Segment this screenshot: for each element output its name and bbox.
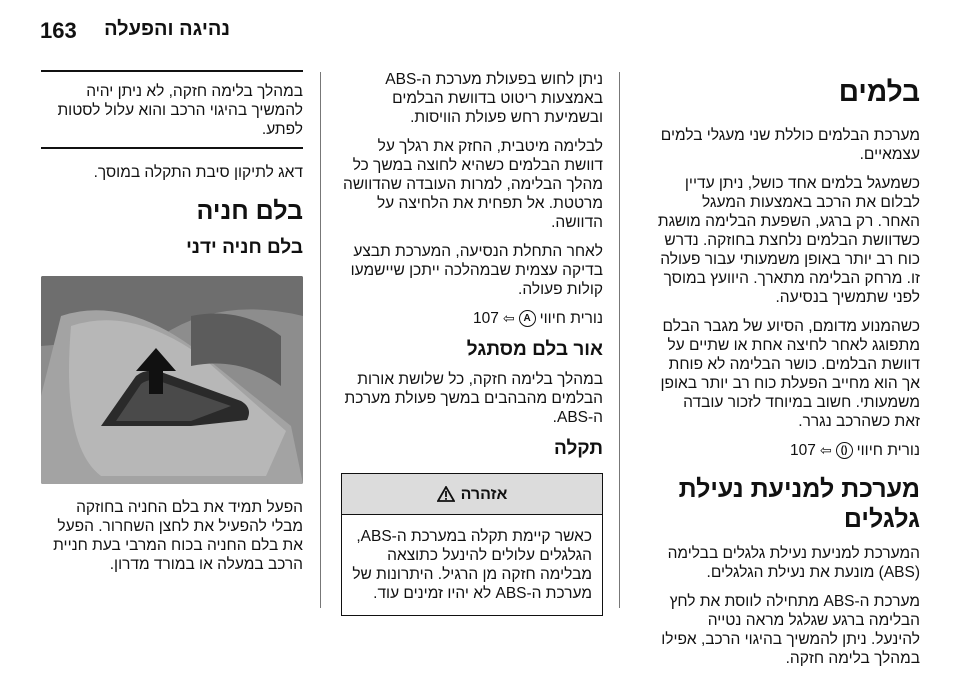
adaptive-brake-light-title: אור בלם מסתגל: [466, 339, 603, 360]
abs-title: מערכת למניעת נעילת גלגלים: [678, 475, 920, 533]
fault-title: תקלה: [553, 438, 603, 459]
brake-warning-light-icon: (): [836, 442, 853, 459]
column-divider: [320, 72, 321, 608]
abs-warning-light-icon: A: [519, 310, 536, 327]
paragraph: דאג לתיקון סיבת התקלה במוסך.: [93, 164, 303, 181]
warning-label: אזהרה: [460, 485, 508, 503]
ref-label: נורית חיווי: [539, 310, 603, 327]
paragraph: כשהמנוע מדומם, הסיוע של מגבר הבלם מתפוגג לאחר לחיצה אחת או שתיים על דוושת הבלמים. כושר הבלימה לא פוחת אך הוא מחייב הפעלת כוח רב יותר באופן משמעותי. חשוב במיוחד לזכור עובדה זאת כשהרכב נגרר.: [660, 318, 920, 430]
cross-reference[interactable]: [656, 441, 920, 460]
paragraph: ניתן לחוש בפעולת מערכת ה-ABS באמצעות ריטוט בדוושת הבלמים ובשמיעת רחש פעולת הוויסות.: [385, 71, 603, 126]
column-left: [41, 70, 303, 584]
ref-label: נורית חיווי: [856, 442, 920, 459]
ref-page: 107: [790, 442, 816, 459]
warning-box: [341, 473, 603, 616]
paragraph: לבלימה מיטבית, החזק את רגלך על דוושת הבלמים כשהיא לחוצה במשך כל מהלך הבלימה, למרות העובדה שהדוושה מרטטת. אל תפחית את הלחיצה על הדוושה.: [343, 138, 603, 231]
column-divider: [619, 72, 620, 608]
section-title: נהיגה והפעלה: [104, 18, 230, 40]
paragraph: לאחר התחלת הנסיעה, המערכת תבצע בדיקה עצמית שבמהלכה ייתכן שיישמעו קולות פעולה.: [350, 243, 603, 298]
arrow-left-icon: ⇦: [502, 310, 515, 326]
warning-continuation: במהלך בלימה חזקה, לא ניתן יהיה להמשיך בהיגוי הרכב והוא עלול לסטות לפתע.: [41, 70, 303, 149]
paragraph: מערכת ה-ABS מתחילה לווסת את לחץ הבלימה ברגע שגלגל מראה נטייה להינעל. ניתן להמשיך בהיגוי הרכב, אפילו במהלך בלימה חזקה.: [661, 593, 920, 667]
column-right: [656, 70, 920, 678]
manual-parking-brake-title: בלם חניה ידני: [186, 237, 303, 258]
warning-triangle-icon: [437, 486, 455, 502]
paragraph: המערכת למניעת נעילת גלגלים בבלימה (ABS) מונעת את נעילת הגלגלים.: [667, 545, 920, 581]
brakes-title: בלמים: [838, 76, 920, 107]
warning-header: [342, 474, 602, 515]
parking-brake-caption: הפעל תמיד את בלם החניה בחוזקה מבלי להפעיל את לחצן השחרור. הפעל את בלם החניה בכוח המרבי בעת חניית הרכב במעלה או במורד מדרון.: [53, 499, 303, 573]
parking-brake-photo: [41, 276, 303, 484]
ref-page: 107: [473, 310, 499, 327]
parking-brake-title: בלם חניה: [196, 197, 303, 225]
column-middle: [341, 70, 603, 616]
warning-text: כאשר קיימת תקלה במערכת ה-ABS, הגלגלים עלולים להינעל כתוצאה מבלימה חזקה מן הרגיל. היתרונות של מערכת ה-ABS לא יהיו זמינים עוד.: [352, 528, 592, 602]
paragraph: במהלך בלימה חזקה, כל שלושת אורות הבלמים מהבהבים במשך פעולת מערכת ה-ABS.: [344, 371, 603, 426]
page-number: 163: [40, 18, 77, 43]
paragraph: כשמעגל בלמים אחד כושל, ניתן עדיין לבלום את הרכב באמצעות המעגל האחר. רק ברגע, השפעת הבלימה מושגת כשדוושת הבלמים נלחצת בחוזקה. נדרש כוח רב יותר באופן משמעותי עבור פעולה זו. מרחק הבלימה מתארך. היוועץ במוסך לפני שתמשיך בנסיעה.: [657, 175, 920, 306]
paragraph: מערכת הבלמים כוללת שני מעגלי בלמים עצמאיים.: [660, 127, 920, 163]
page-header: [40, 18, 920, 48]
arrow-left-icon: ⇦: [819, 442, 832, 458]
parking-brake-illustration: [41, 276, 303, 484]
cross-reference[interactable]: [341, 309, 603, 328]
